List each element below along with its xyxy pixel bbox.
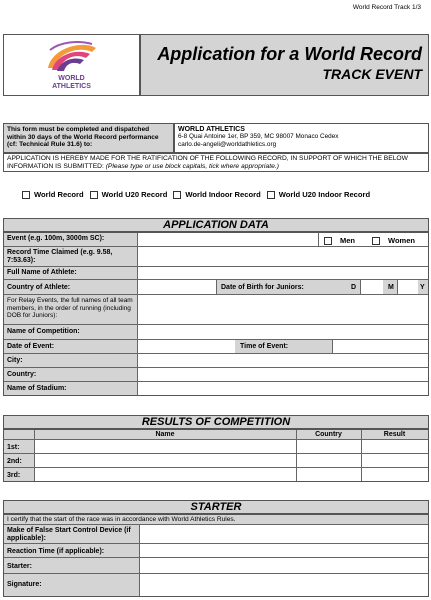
competition-label: Name of Competition: — [7, 328, 80, 335]
false-start-label: Make of False Start Control Device (if applicable): — [7, 527, 131, 542]
record-time-label: Record Time Claimed (e.g. 9.58, 7:53.63): — [7, 249, 113, 264]
record-type-world-u20-indoor[interactable]: World U20 Indoor Record — [267, 190, 370, 199]
dob-month-field[interactable] — [398, 280, 418, 294]
org-address-box — [174, 123, 429, 153]
starter-name-field[interactable] — [140, 558, 428, 573]
notice-main-text: APPLICATION IS HEREBY MADE FOR THE RATIFICATION OF THE FOLLOWING RECORD, IN SUPPORT OF WHICH THE BELOW INFORMATION IS SUBMITTED: — [7, 155, 408, 170]
record-type-world-indoor[interactable]: World Indoor Record — [173, 190, 260, 199]
city-label: City: — [7, 357, 23, 364]
women-label: Women — [388, 236, 415, 245]
results-row-3-label: 3rd: — [7, 472, 21, 479]
checkbox[interactable] — [22, 191, 30, 199]
dob-year-label: Y — [420, 284, 425, 291]
event-date-field[interactable] — [138, 340, 235, 353]
competition-country-field[interactable] — [138, 368, 428, 381]
reaction-time-field[interactable] — [140, 544, 428, 557]
page-subtitle: TRACK EVENT — [322, 66, 422, 82]
men-label: Men — [340, 236, 355, 245]
results-col-name: Name — [155, 431, 175, 438]
results-col-result: Result — [383, 431, 406, 438]
results-title: RESULTS OF COMPETITION — [3, 415, 429, 429]
city-field[interactable] — [138, 354, 428, 367]
record-type-world[interactable]: World Record — [22, 190, 84, 199]
results-row-1-fields[interactable] — [35, 440, 428, 453]
notice-italic-text: (Please type or use block capitals, tick where appropriate.) — [105, 163, 279, 170]
dob-day-label: D — [351, 284, 357, 291]
stadium-label: Name of Stadium: — [7, 385, 67, 392]
record-type-row — [22, 190, 376, 199]
title-box — [140, 34, 429, 96]
reaction-time-label: Reaction Time (if applicable): — [7, 548, 105, 555]
ratification-notice — [3, 153, 429, 172]
checkbox[interactable] — [173, 191, 181, 199]
competition-country-label: Country: — [7, 371, 37, 378]
deadline-notice — [3, 123, 174, 153]
dob-month-label: M — [388, 284, 394, 291]
page-title: Application for a World Record — [157, 44, 422, 64]
relay-label: For Relay Events, the full names of all team members, in the order of running (including DOB for Juniors): — [7, 297, 133, 319]
org-name: WORLD ATHLETICS — [178, 126, 245, 133]
athlete-name-field[interactable] — [138, 267, 428, 279]
results-table — [3, 429, 429, 482]
event-time-field[interactable] — [333, 340, 428, 353]
org-email: carlo.de-angeli@worldathletics.org — [178, 140, 277, 148]
running-head: World Record Track 1/3 — [352, 4, 421, 11]
event-date-label: Date of Event: — [7, 343, 55, 350]
results-row-3-fields[interactable] — [35, 468, 428, 481]
competition-field[interactable] — [138, 325, 428, 339]
logo-text-world: WORLD — [58, 75, 85, 82]
starter-signature-label: Signature: — [7, 581, 42, 588]
dob-label: Date of Birth for Juniors: — [221, 284, 304, 291]
org-address: 6-8 Quai Antoine 1er, BP 359, MC 98007 Monaco Cedex — [178, 133, 339, 140]
athlete-country-label: Country of Athlete: — [7, 284, 71, 291]
record-type-world-u20[interactable]: World U20 Record — [90, 190, 168, 199]
dob-day-field[interactable] — [361, 280, 383, 294]
relay-field[interactable] — [138, 295, 428, 324]
results-row-2-fields[interactable] — [35, 454, 428, 467]
event-time-label: Time of Event: — [240, 343, 289, 350]
checkbox[interactable] — [267, 191, 275, 199]
event-label: Event (e.g. 100m, 3000m SC): — [7, 235, 105, 242]
stadium-field[interactable] — [138, 382, 428, 395]
starter-certify-text: I certify that the start of the race was in accordance with World Athletics Rules. — [7, 516, 236, 523]
starter-title: STARTER — [3, 500, 429, 514]
men-checkbox[interactable] — [324, 237, 332, 245]
checkbox[interactable] — [90, 191, 98, 199]
starter-signature-field[interactable] — [140, 574, 428, 596]
women-checkbox[interactable] — [372, 237, 380, 245]
event-field[interactable] — [138, 233, 318, 246]
athlete-country-field[interactable] — [138, 280, 216, 294]
deadline-text: This form must be completed and dispatched within 30 days of the World Record performance (cf: Technical Rule 31.6) to: — [7, 126, 159, 148]
starter-name-label: Starter: — [7, 563, 32, 570]
record-time-field[interactable] — [138, 247, 428, 266]
starter-table — [3, 514, 429, 597]
results-row-2-label: 2nd: — [7, 458, 22, 465]
logo-text-athletics: ATHLETICS — [52, 83, 91, 90]
results-row-1-label: 1st: — [7, 444, 20, 451]
application-data-table — [3, 232, 429, 396]
athlete-name-label: Full Name of Athlete: — [7, 269, 77, 276]
false-start-field[interactable] — [140, 525, 428, 543]
application-data-title: APPLICATION DATA — [3, 218, 429, 232]
logo-box — [3, 34, 140, 96]
results-col-country: Country — [315, 431, 342, 438]
world-athletics-logo-icon — [42, 38, 102, 78]
